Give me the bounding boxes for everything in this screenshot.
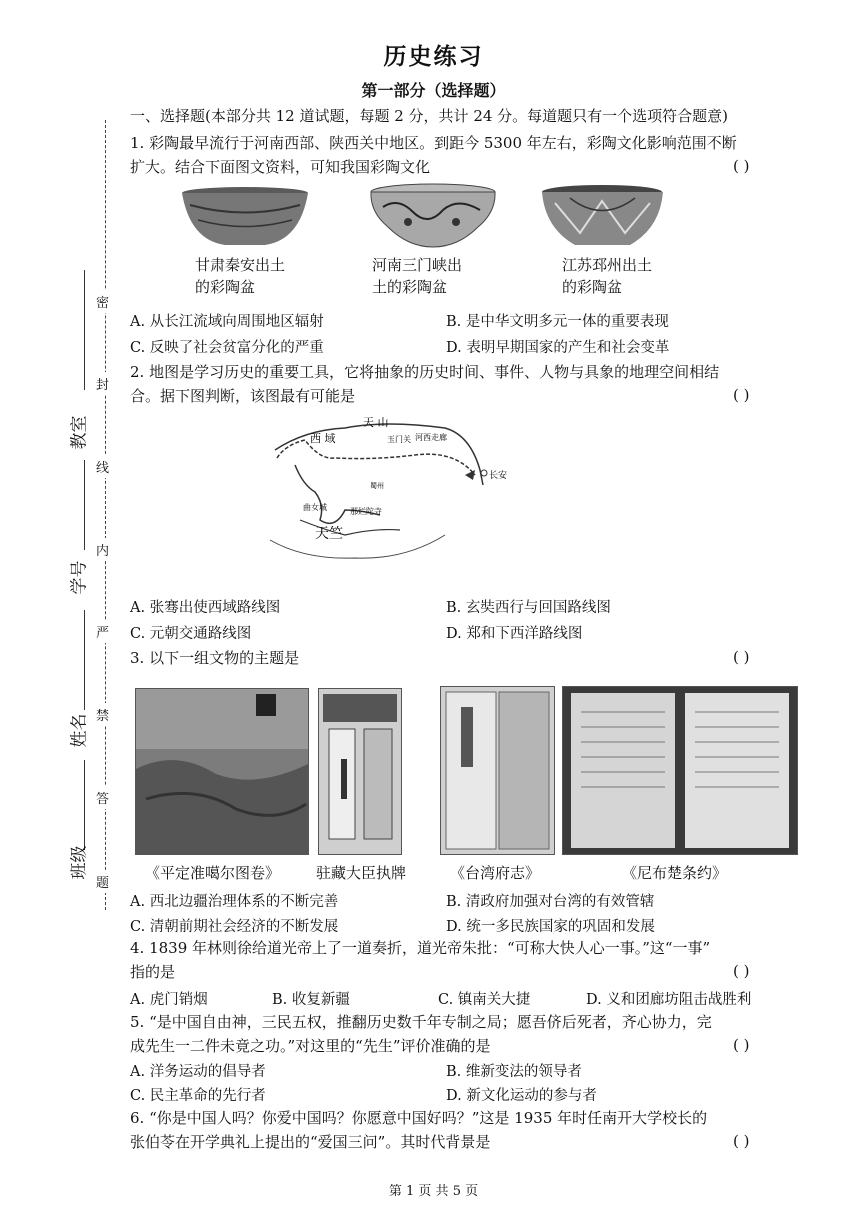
q4-option-b[interactable]: B. 收复新疆 — [272, 992, 350, 1008]
q2-option-c[interactable]: C. 元朝交通路线图 — [130, 626, 252, 642]
q5-stem-line1: 5. “是中国自由神，三民五权，推翻历史数千年专制之局；愿吾侪后死者，齐心协力，完 — [130, 1013, 712, 1031]
field-blank-line — [84, 610, 85, 710]
q5-option-b[interactable]: B. 维新变法的领导者 — [446, 1064, 582, 1080]
caption-line: 河南三门峡出 — [372, 256, 463, 274]
q5-answer-paren[interactable]: ( ) — [733, 1036, 750, 1054]
q3-caption-3: 《台湾府志》 — [450, 864, 541, 882]
page-title: 历史练习 — [383, 43, 484, 70]
seal-char: 线 — [96, 455, 109, 478]
caption-line: 江苏邳州出土 — [562, 256, 653, 274]
q5-option-a[interactable]: A. 洋务运动的倡导者 — [130, 1064, 266, 1080]
q6-stem-line2: 张伯苓在开学典礼上提出的“爱国三问”。其时代背景是 — [130, 1133, 491, 1151]
caption-line: 甘肃秦安出土 — [195, 256, 286, 274]
q4-option-c[interactable]: C. 镇南关大捷 — [438, 992, 531, 1008]
q5-option-c[interactable]: C. 民主革命的先行者 — [130, 1088, 266, 1104]
q1-stem-line1: 1. 彩陶最早流行于河南西部、陕西关中地区。到距今 5300 年左右，彩陶文化影响范围不断 — [130, 134, 737, 152]
q2-answer-paren[interactable]: ( ) — [733, 386, 750, 404]
q2-option-d[interactable]: D. 郑和下西洋路线图 — [446, 626, 583, 642]
map-label-tianzhu: 天竺 — [315, 526, 343, 542]
map-label-nalanduo: 那烂陀寺 — [350, 507, 382, 516]
pottery-bowl-sanmenxia-image — [368, 182, 498, 252]
q3-option-b[interactable]: B. 清政府加强对台湾的有效管辖 — [446, 894, 655, 910]
q6-stem-line1: 6. “你是中国人吗？你爱中国吗？你愿意中国好吗？”这是 1935 年时任南开大学校长的 — [130, 1109, 708, 1127]
page-footer: 第 1 页 共 5 页 — [388, 1184, 479, 1199]
q1-answer-paren[interactable]: ( ) — [733, 157, 750, 175]
map-label-changan: 长安 — [489, 471, 508, 481]
section-heading: 一、选择题(本部分共 12 道试题，每题 2 分，共计 24 分。每道题只有一个选项符合题意) — [130, 107, 729, 125]
map-label-hexi: 河西走廊 — [415, 433, 447, 442]
q1-caption-2 — [372, 254, 462, 298]
field-label-name: 姓名 — [69, 713, 90, 748]
q3-caption-4: 《尼布楚条约》 — [622, 864, 728, 882]
q2-stem-line1: 2. 地图是学习历史的重要工具，它将抽象的历史时间、事件、人物与具象的地理空间相结 — [130, 363, 720, 381]
q4-option-a[interactable]: A. 虎门销烟 — [130, 992, 208, 1008]
caption-line: 土的彩陶盆 — [372, 278, 448, 296]
seal-char: 题 — [96, 870, 109, 893]
map-label-tianshan: 天 山 — [363, 416, 389, 429]
seal-char: 禁 — [96, 703, 109, 726]
q4-stem-line1: 4. 1839 年林则徐给道光帝上了一道奏折，道光帝朱批：“可称大快人心一事。”这“一事” — [130, 939, 711, 957]
caption-line: 的彩陶盆 — [195, 278, 256, 296]
seal-char: 严 — [96, 620, 109, 643]
q1-option-d[interactable]: D. 表明早期国家的产生和社会变革 — [446, 340, 670, 356]
q4-answer-paren[interactable]: ( ) — [733, 962, 750, 980]
caption-line: 的彩陶盆 — [562, 278, 623, 296]
seal-char: 内 — [96, 538, 109, 561]
pottery-bowl-pizhou-image — [540, 183, 665, 251]
pingding-zhungeer-scroll-image — [135, 688, 309, 855]
q2-option-b[interactable]: B. 玄奘西行与回国路线图 — [446, 600, 611, 616]
field-blank-line — [84, 760, 85, 850]
seal-char: 答 — [96, 786, 109, 809]
field-label-classroom: 教室 — [69, 415, 90, 450]
pottery-bowl-gansu-image — [180, 185, 310, 250]
q1-option-a[interactable]: A. 从长江流域向周围地区辐射 — [130, 314, 324, 330]
field-blank-line — [84, 270, 85, 390]
q2-option-a[interactable]: A. 张骞出使西域路线图 — [130, 600, 281, 616]
field-label-class: 班级 — [69, 845, 90, 880]
seal-char: 密 — [96, 290, 109, 313]
q3-caption-2: 驻藏大臣执牌 — [316, 864, 407, 882]
q6-answer-paren[interactable]: ( ) — [733, 1132, 750, 1150]
q1-caption-3 — [562, 254, 652, 298]
q1-stem-line2: 扩大。结合下面图文资料，可知我国彩陶文化 — [130, 158, 431, 176]
map-label-shuzhou: 蜀州 — [370, 482, 384, 490]
q3-option-a[interactable]: A. 西北边疆治理体系的不断完善 — [130, 894, 339, 910]
q1-caption-1 — [195, 254, 285, 298]
field-blank-line — [84, 460, 85, 550]
q3-answer-paren[interactable]: ( ) — [733, 648, 750, 666]
q1-option-b[interactable]: B. 是中华文明多元一体的重要表现 — [446, 314, 669, 330]
q3-option-d[interactable]: D. 统一多民族国家的巩固和发展 — [446, 919, 655, 935]
q4-option-d[interactable]: D. 义和团廊坊阻击战胜利 — [586, 992, 752, 1008]
field-label-student-id: 学号 — [69, 560, 90, 595]
zhuzang-dachen-tablet-image — [318, 688, 402, 855]
q5-stem-line2: 成先生一二件未竟之功。”对这里的“先生”评价准确的是 — [130, 1037, 491, 1055]
q5-option-d[interactable]: D. 新文化运动的参与者 — [446, 1088, 597, 1104]
section-subtitle: 第一部分（选择题） — [361, 81, 506, 100]
q4-stem-line2: 指的是 — [130, 963, 176, 981]
taiwan-fuzhi-book-image — [440, 686, 555, 855]
q1-option-c[interactable]: C. 反映了社会贫富分化的严重 — [130, 340, 324, 356]
q3-option-c[interactable]: C. 清朝前期社会经济的不断发展 — [130, 919, 339, 935]
q3-caption-1: 《平定准噶尔图卷》 — [145, 864, 281, 882]
map-label-yumenguan: 玉门关 — [387, 435, 411, 444]
map-label-xiyu: 西 域 — [310, 432, 336, 445]
nibuchu-treaty-image — [562, 686, 798, 855]
q3-stem-line1: 3. 以下一组文物的主题是 — [130, 649, 300, 667]
seal-char: 封 — [96, 372, 109, 395]
xuanzang-route-map — [265, 410, 510, 580]
q2-stem-line2: 合。据下图判断，该图最有可能是 — [130, 387, 356, 405]
map-label-qunu: 曲女城 — [303, 503, 327, 512]
